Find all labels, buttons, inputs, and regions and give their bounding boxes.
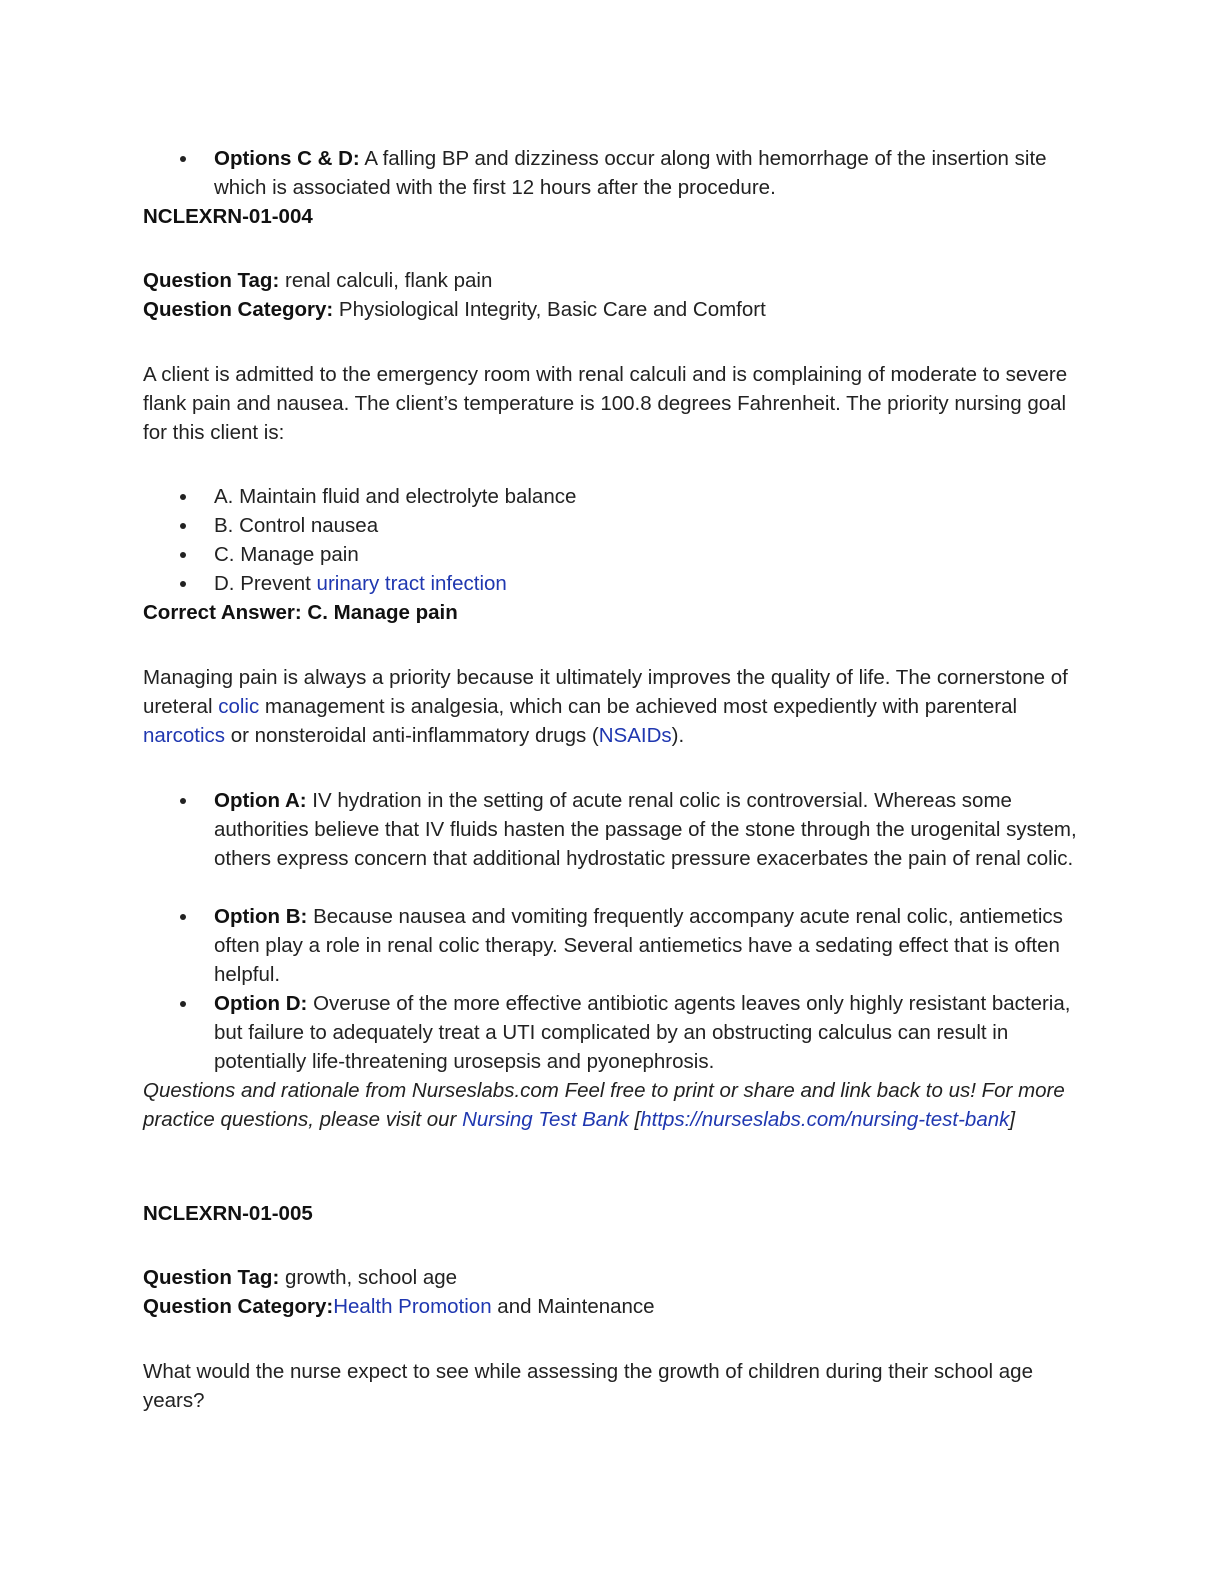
question-tag-004 xyxy=(143,266,1083,295)
rationale-text-2: management is analgesia, which can be achieved most expediently with parenteral xyxy=(259,695,1018,718)
uti-link[interactable]: urinary tract infection xyxy=(316,572,507,595)
option-a-text: IV hydration in the setting of acute renal colic is controversial. Whereas some authorities believe that IV fluids hasten the passage of the stone through the urogenital system, others express concern that additional hydrostatic pressure exacerbates the pain of renal colic. xyxy=(214,789,1077,870)
answer-option-b: B. Control nausea xyxy=(214,511,1084,540)
question-category-005 xyxy=(143,1292,1083,1321)
option-a-label: Option A: xyxy=(214,789,307,812)
rationale-option-a xyxy=(214,786,1084,873)
nsaids-link[interactable]: NSAIDs xyxy=(598,724,672,747)
source-note-bracket-open: [ xyxy=(628,1108,641,1131)
answer-option-d-prefix: D. Prevent xyxy=(214,572,317,595)
question-category-label: Question Category: xyxy=(143,298,334,321)
nursing-test-bank-link[interactable]: Nursing Test Bank xyxy=(462,1108,629,1131)
rationale-option-b xyxy=(214,902,1084,989)
colic-link[interactable]: colic xyxy=(218,695,260,718)
question-category-rest: and Maintenance xyxy=(491,1295,655,1318)
answer-option-a: A. Maintain fluid and electrolyte balance xyxy=(214,482,1084,511)
question-category-004 xyxy=(143,295,1083,324)
question-stem-005: What would the nurse expect to see while assessing the growth of children during their school age years? xyxy=(143,1360,1033,1412)
option-d-text: Overuse of the more effective antibiotic agents leaves only highly resistant bacteria, but failure to adequately treat a UTI complicated by an obstructing calculus can result in potentially life-threatening urosepsis and pyonephrosis. xyxy=(214,992,1071,1073)
rationale-text-3: or nonsteroidal anti-inflammatory drugs ( xyxy=(225,724,599,747)
rationale-options-cd xyxy=(214,144,1084,202)
narcotics-link[interactable]: narcotics xyxy=(143,724,226,747)
nursing-test-bank-url[interactable]: https://nurseslabs.com/nursing-test-bank xyxy=(640,1108,1010,1131)
source-note-bracket-close: ] xyxy=(1009,1108,1016,1131)
question-tag-label: Question Tag: xyxy=(143,269,280,292)
health-promotion-link[interactable]: Health Promotion xyxy=(333,1295,492,1318)
question-tag-005 xyxy=(143,1263,1083,1292)
options-cd-label: Options C & D: xyxy=(214,147,360,170)
source-note xyxy=(143,1076,1083,1134)
question-id-005: NCLEXRN-01-005 xyxy=(143,1202,313,1225)
question-category-value: Physiological Integrity, Basic Care and Comfort xyxy=(333,298,766,321)
question-tag-value: growth, school age xyxy=(279,1266,458,1289)
rationale-text-4: ). xyxy=(671,724,685,747)
question-stem-004: A client is admitted to the emergency room with renal calculi and is complaining of moderate to severe flank pain and nausea. The client’s temperature is 100.8 degrees Fahrenheit. The priority nursing goal for this client is: xyxy=(143,363,1068,444)
answer-option-c: C. Manage pain xyxy=(214,540,1084,569)
options-cd-text: A falling BP and dizziness occur along with hemorrhage of the insertion site which is associated with the first 12 hours after the procedure. xyxy=(214,147,1047,199)
option-b-label: Option B: xyxy=(214,905,308,928)
rationale-text-1: Managing pain is always a priority because it ultimately improves the quality of life. The cornerstone of ureteral xyxy=(143,666,1068,718)
correct-answer-004: Correct Answer: C. Manage pain xyxy=(143,601,458,624)
option-b-text: Because nausea and vomiting frequently accompany acute renal colic, antiemetics often play a role in renal colic therapy. Several antiemetics have a sedating effect that is often helpful. xyxy=(214,905,1063,986)
option-d-label: Option D: xyxy=(214,992,308,1015)
source-note-text: Questions and rationale from Nurseslabs.com Feel free to print or share and link back to us! For more practice questions, please visit our xyxy=(143,1079,1065,1131)
question-category-label: Question Category: xyxy=(143,1295,334,1318)
rationale-paragraph-004 xyxy=(143,663,1083,750)
rationale-option-d xyxy=(214,989,1084,1076)
question-tag-value: renal calculi, flank pain xyxy=(279,269,493,292)
answer-option-d xyxy=(214,569,1084,598)
question-id-004: NCLEXRN-01-004 xyxy=(143,205,313,228)
question-tag-label: Question Tag: xyxy=(143,1266,280,1289)
